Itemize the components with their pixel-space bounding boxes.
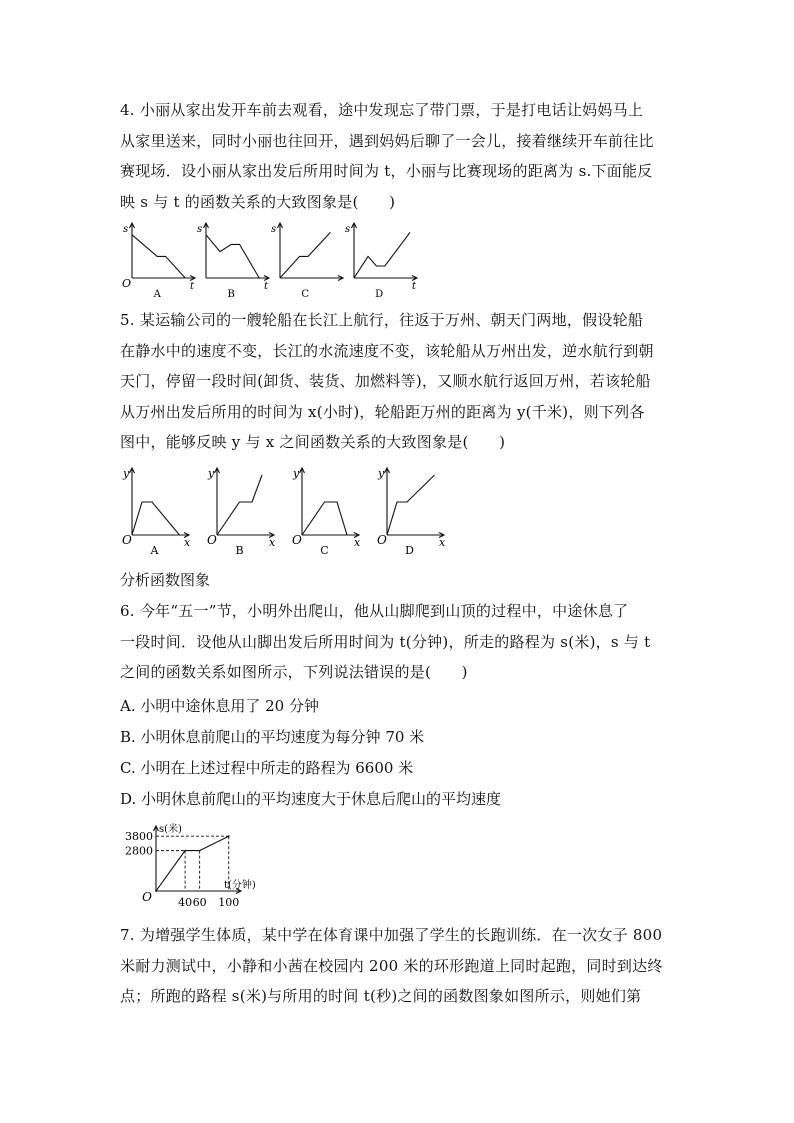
y-axis-label: s xyxy=(123,224,129,235)
origin-label: O xyxy=(122,277,132,290)
question-6-text xyxy=(120,596,680,688)
graph-line xyxy=(354,232,410,278)
y-axis-label: s xyxy=(271,224,277,235)
question-5-text xyxy=(120,305,680,458)
q5-line: 从万州出发后所用的时间为 x(小时)，轮船距万州的距离为 y(千米)，则下列各 xyxy=(120,402,645,421)
option-label: D xyxy=(405,544,414,557)
origin-label: O xyxy=(142,890,152,904)
option-label: D xyxy=(375,289,384,300)
x-tick-label: 40 xyxy=(178,896,193,909)
q6-option-b: B. 小明休息前爬山的平均速度为每分钟 70 米 xyxy=(120,728,425,746)
origin-label: O xyxy=(207,533,217,547)
origin-label: O xyxy=(377,533,387,547)
q6-line: 6. 今年“五一”节，小明外出爬山，他从山脚爬到山顶的过程中，中途休息了 xyxy=(120,602,629,620)
graph-option-a xyxy=(122,223,195,300)
graph-option-d xyxy=(377,467,446,557)
series-line xyxy=(156,836,229,891)
data-point xyxy=(199,850,201,852)
q7-line: 点；所跑的路程 s(米)与所用的时间 t(秒)之间的函数图象如图所示，则她们第 xyxy=(120,987,642,1005)
option-label: A xyxy=(153,289,161,300)
x-axis-label: x xyxy=(184,536,191,549)
q7-line: 米耐力测试中，小静和小茜在校园内 200 米的环形跑道上同时起跑，同时到达终 xyxy=(120,956,663,975)
y-tick-label: 3800 xyxy=(125,830,153,844)
y-axis-label: s xyxy=(197,224,203,235)
x-axis-label: t(分钟) xyxy=(224,880,256,891)
q5-line: 天门，停留一段时间(卸货、装货、加燃料等)，又顺水航行返回万州，若该轮船 xyxy=(120,372,651,390)
graph-option-a xyxy=(122,467,191,557)
y-axis-label: y xyxy=(208,467,215,480)
q6-option-d: D. 小明休息前爬山的平均速度大于休息后爬山的平均速度 xyxy=(120,790,502,808)
x-axis-label: x xyxy=(354,536,361,549)
graph-line xyxy=(217,475,262,535)
graph-option-c xyxy=(292,467,361,557)
graph-option-b xyxy=(197,223,269,300)
q5-line: 在静水中的速度不变，长江的水流速度不变，该轮船从万州出发，逆水航行到朝 xyxy=(120,341,654,360)
x-tick-label: 100 xyxy=(218,896,240,909)
q6-option-c: C. 小明在上述过程中所走的路程为 6600 米 xyxy=(120,759,414,777)
q4-line: 映 s 与 t 的函数关系的大致图象是( ) xyxy=(120,192,396,211)
data-point xyxy=(184,850,186,852)
graph-line xyxy=(302,502,347,535)
q4-line: 从家里送来，同时小丽也往回开，遇到妈妈后聊了一会儿，接着继续开车前往比 xyxy=(120,131,654,150)
q7-line: 7. 为增强学生体质，某中学在体育课中加强了学生的长跑训练．在一次女子 800 xyxy=(120,926,663,944)
x-tick-label: 60 xyxy=(192,896,207,909)
graph-line xyxy=(132,502,180,535)
x-axis-label: t xyxy=(412,281,417,292)
option-label: B xyxy=(227,289,235,300)
graph-option-c xyxy=(271,223,343,300)
question-7-text xyxy=(120,920,680,1012)
option-label: A xyxy=(150,544,159,557)
y-tick-label: 2800 xyxy=(125,844,153,858)
q4-line: 4. 小丽从家出发开车前去观看，途中发现忘了带门票，于是打电话让妈妈马上 xyxy=(120,101,644,119)
question-5-graph-options xyxy=(110,462,470,562)
data-point xyxy=(155,890,157,892)
option-label: B xyxy=(235,544,244,557)
q4-line: 赛现场．设小丽从家出发后所用时间为 t，小丽与比赛现场的距离为 s.下面能反 xyxy=(120,162,653,180)
option-label: C xyxy=(320,544,329,557)
graph-option-b xyxy=(207,467,276,557)
q5-line: 图中，能够反映 y 与 x 之间函数关系的大致图象是( ) xyxy=(120,433,506,451)
x-axis-label: t xyxy=(264,281,269,292)
option-label: C xyxy=(301,289,310,300)
question-4-graph-options xyxy=(110,222,430,304)
graph-line xyxy=(387,475,435,535)
section-heading: 分析函数图象 xyxy=(120,571,211,589)
x-axis-label: x xyxy=(269,536,276,549)
x-axis-label: t xyxy=(190,281,195,292)
q6-line: 之间的函数关系如图所示，下列说法错误的是( ) xyxy=(120,663,468,681)
q6-line: 一段时间．设他从山脚出发后所用时间为 t(分钟)，所走的路程为 s(米)，s 与 t xyxy=(120,632,651,651)
graph-line xyxy=(206,235,259,278)
origin-label: O xyxy=(292,533,302,547)
y-axis-label: s(米) xyxy=(159,824,182,835)
graph-line xyxy=(280,232,330,278)
q5-line: 5. 某运输公司的一艘轮船在长江上航行，往返于万州、朝天门两地，假设轮船 xyxy=(120,311,644,329)
q6-option-a: A. 小明中途休息用了 20 分钟 xyxy=(120,697,319,715)
x-axis-label: x xyxy=(439,536,446,549)
graph-line xyxy=(132,235,185,278)
data-point xyxy=(228,835,230,837)
origin-label: O xyxy=(122,533,132,547)
y-axis-label: y xyxy=(123,467,130,480)
graph-option-d xyxy=(345,223,417,300)
y-axis-label: s xyxy=(345,224,351,235)
y-axis-label: y xyxy=(293,467,300,480)
question-6-line-chart xyxy=(110,818,300,913)
y-axis-label: y xyxy=(378,467,385,480)
question-4-text xyxy=(120,95,680,217)
